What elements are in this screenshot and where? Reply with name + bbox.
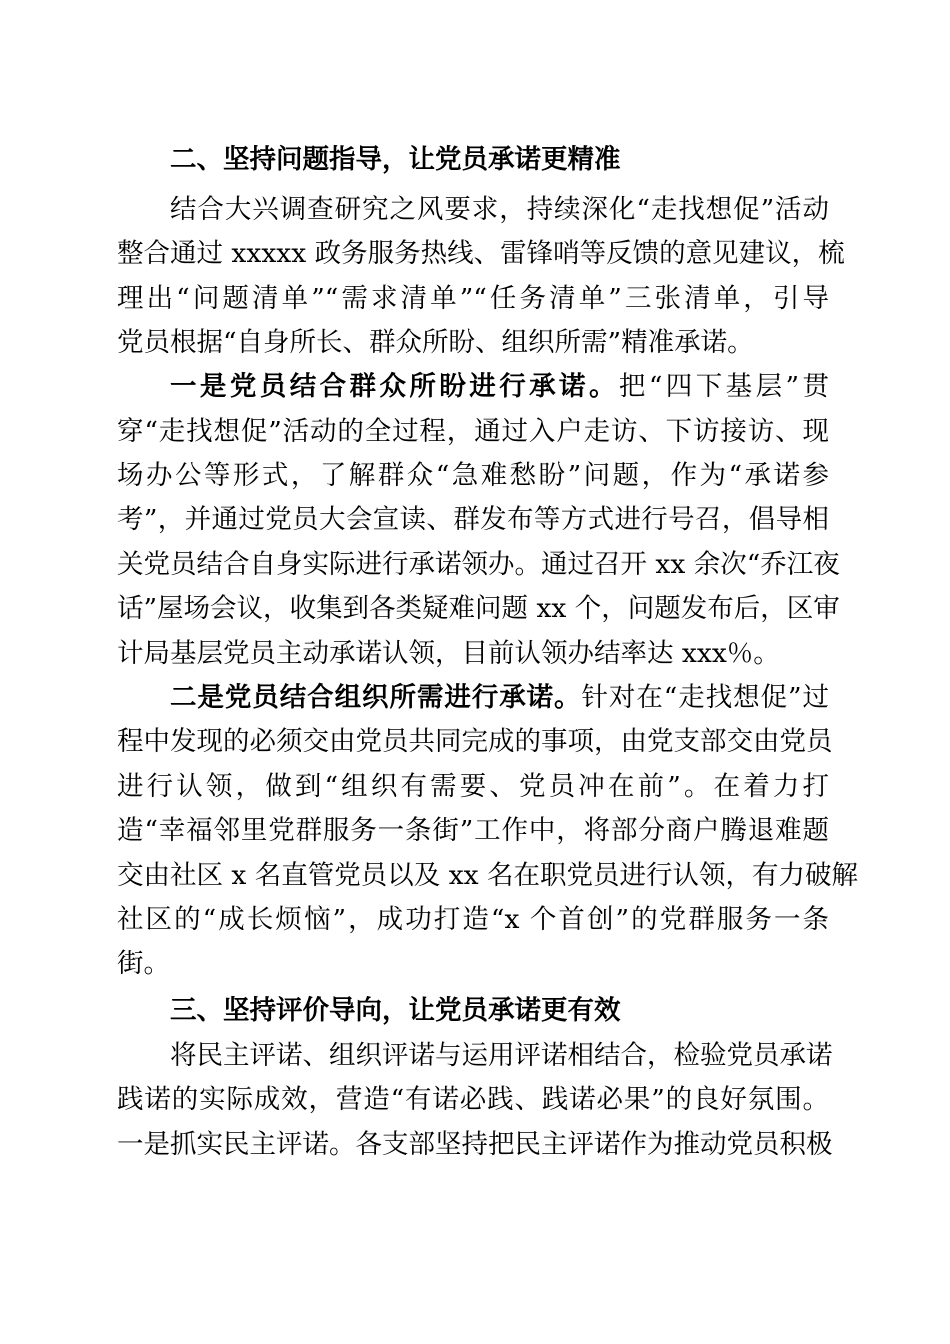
paragraph-line: 造“幸福邻里党群服务一条街”工作中，将部分商户腾退难题 bbox=[117, 815, 829, 846]
paragraph-line: 进行认领，做到“组织有需要、党员冲在前”。在着力打 bbox=[117, 771, 829, 802]
section-heading-2: 二、坚持问题指导，让党员承诺更精准 bbox=[170, 144, 621, 175]
paragraph-line: 将民主评诺、组织评诺与运用评诺相结合，检验党员承诺 bbox=[170, 1040, 833, 1071]
paragraph-line: 关党员结合自身实际进行承诺领办。通过召开 xx 余次“乔江夜 bbox=[117, 549, 840, 580]
paragraph-line: 话”屋场会议，收集到各类疑难问题 xx 个，问题发布后，区审 bbox=[117, 593, 840, 624]
paragraph-line: 党员根据“自身所长、群众所盼、组织所需”精准承诺。 bbox=[117, 327, 754, 358]
paragraph-line: 交由社区 x 名直管党员以及 xx 名在职党员进行认领，有力破解 bbox=[117, 860, 859, 891]
paragraph-line: 结合大兴调查研究之风要求，持续深化“走找想促”活动 bbox=[170, 194, 829, 225]
paragraph-line: 践诺的实际成效，营造“有诺必践、践诺必果”的良好氛围。 bbox=[117, 1084, 829, 1115]
paragraph-line: 整合通过 xxxxx 政务服务热线、雷锋哨等反馈的意见建议，梳 bbox=[117, 238, 845, 269]
paragraph-line: 程中发现的必须交由党员共同完成的事项，由党支部交由党员 bbox=[117, 726, 833, 757]
paragraph-lead: 一是党员结合群众所盼进行承诺。 bbox=[170, 371, 619, 402]
paragraph-line: 穿“走找想促”活动的全过程，通过入户走访、下访接访、现 bbox=[117, 416, 829, 447]
paragraph-line: 理出“问题清单”“需求清单”“任务清单”三张清单，引导 bbox=[117, 283, 829, 314]
paragraph-line: 场办公等形式，了解群众“急难愁盼”问题，作为“承诺参 bbox=[117, 460, 829, 491]
paragraph-line: 街。 bbox=[117, 948, 170, 979]
paragraph-line bbox=[170, 681, 829, 715]
paragraph-line bbox=[170, 370, 829, 404]
paragraph-text: 针对在“走找想促”过 bbox=[581, 682, 829, 713]
paragraph-lead: 二是党员结合组织所需进行承诺。 bbox=[170, 682, 582, 713]
paragraph-line: 一是抓实民主评诺。各支部坚持把民主评诺作为推动党员积极 bbox=[117, 1129, 833, 1160]
section-heading-3: 三、坚持评价导向，让党员承诺更有效 bbox=[170, 995, 621, 1026]
paragraph-line: 考”，并通过党员大会宣读、群发布等方式进行号召，倡导相 bbox=[117, 504, 829, 535]
paragraph-text: 把“四下基层”贯 bbox=[618, 371, 829, 402]
paragraph-line: 计局基层党员主动承诺认领，目前认领办结率达 xxx％。 bbox=[117, 638, 780, 669]
paragraph-line: 社区的“成长烦恼”，成功打造“x 个首创”的党群服务一条 bbox=[117, 904, 829, 935]
